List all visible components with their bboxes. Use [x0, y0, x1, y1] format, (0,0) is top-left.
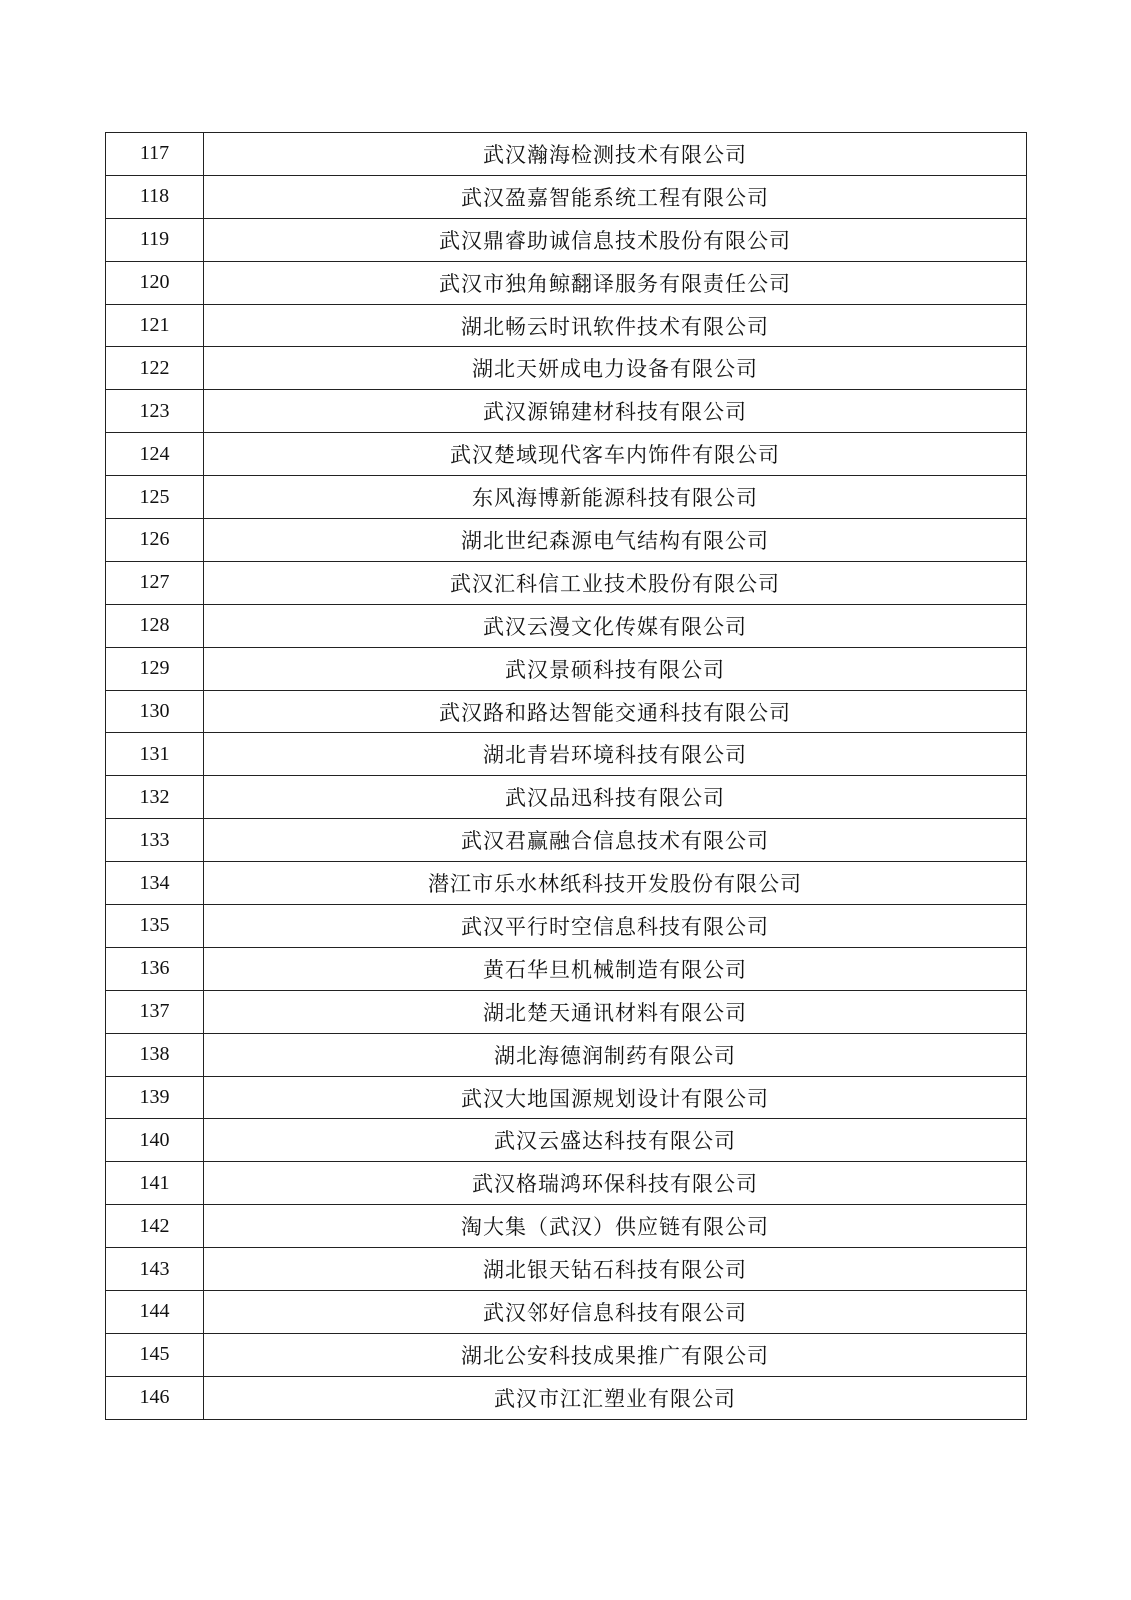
company-name: 武汉市独角鲸翻译服务有限责任公司 — [204, 261, 1027, 304]
table-row — [106, 476, 1027, 519]
table-row — [106, 1119, 1027, 1162]
row-number: 124 — [106, 433, 204, 476]
row-number: 123 — [106, 390, 204, 433]
table-row — [106, 776, 1027, 819]
company-name: 武汉云盛达科技有限公司 — [204, 1119, 1027, 1162]
company-name: 武汉市江汇塑业有限公司 — [204, 1376, 1027, 1419]
row-number: 137 — [106, 990, 204, 1033]
row-number: 131 — [106, 733, 204, 776]
table-row — [106, 1333, 1027, 1376]
company-name: 湖北天妍成电力设备有限公司 — [204, 347, 1027, 390]
row-number: 144 — [106, 1291, 204, 1334]
row-number: 126 — [106, 519, 204, 562]
table-row — [106, 990, 1027, 1033]
company-name: 淘大集（武汉）供应链有限公司 — [204, 1205, 1027, 1248]
company-name: 湖北楚天通讯材料有限公司 — [204, 990, 1027, 1033]
row-number: 139 — [106, 1076, 204, 1119]
company-name: 武汉路和路达智能交通科技有限公司 — [204, 690, 1027, 733]
row-number: 146 — [106, 1376, 204, 1419]
table-row — [106, 1248, 1027, 1291]
row-number: 142 — [106, 1205, 204, 1248]
company-name: 武汉品迅科技有限公司 — [204, 776, 1027, 819]
row-number: 132 — [106, 776, 204, 819]
table-row — [106, 218, 1027, 261]
row-number: 118 — [106, 175, 204, 218]
row-number: 140 — [106, 1119, 204, 1162]
table-row — [106, 862, 1027, 905]
table-row — [106, 819, 1027, 862]
row-number: 122 — [106, 347, 204, 390]
company-name: 武汉楚域现代客车内饰件有限公司 — [204, 433, 1027, 476]
table-row — [106, 390, 1027, 433]
table-row — [106, 261, 1027, 304]
row-number: 136 — [106, 947, 204, 990]
table-row — [106, 519, 1027, 562]
company-name: 湖北海德润制药有限公司 — [204, 1033, 1027, 1076]
table-row — [106, 433, 1027, 476]
row-number: 128 — [106, 604, 204, 647]
company-name: 武汉鼎睿助诚信息技术股份有限公司 — [204, 218, 1027, 261]
company-name: 武汉景硕科技有限公司 — [204, 647, 1027, 690]
company-name: 武汉格瑞鸿环保科技有限公司 — [204, 1162, 1027, 1205]
row-number: 130 — [106, 690, 204, 733]
row-number: 145 — [106, 1333, 204, 1376]
company-name: 武汉邻好信息科技有限公司 — [204, 1291, 1027, 1334]
row-number: 125 — [106, 476, 204, 519]
company-list-body — [106, 133, 1027, 1420]
company-name: 东风海博新能源科技有限公司 — [204, 476, 1027, 519]
row-number: 135 — [106, 905, 204, 948]
row-number: 117 — [106, 133, 204, 176]
company-name: 黄石华旦机械制造有限公司 — [204, 947, 1027, 990]
company-name: 武汉云漫文化传媒有限公司 — [204, 604, 1027, 647]
row-number: 127 — [106, 561, 204, 604]
company-name: 潜江市乐水林纸科技开发股份有限公司 — [204, 862, 1027, 905]
company-name: 湖北世纪森源电气结构有限公司 — [204, 519, 1027, 562]
table-row — [106, 1205, 1027, 1248]
table-row — [106, 690, 1027, 733]
table-row — [106, 1076, 1027, 1119]
company-name: 湖北银天钻石科技有限公司 — [204, 1248, 1027, 1291]
row-number: 138 — [106, 1033, 204, 1076]
company-name: 湖北青岩环境科技有限公司 — [204, 733, 1027, 776]
table-row — [106, 604, 1027, 647]
table-row — [106, 947, 1027, 990]
table-row — [106, 133, 1027, 176]
company-name: 武汉平行时空信息科技有限公司 — [204, 905, 1027, 948]
table-row — [106, 561, 1027, 604]
row-number: 143 — [106, 1248, 204, 1291]
row-number: 141 — [106, 1162, 204, 1205]
row-number: 120 — [106, 261, 204, 304]
table-row — [106, 733, 1027, 776]
company-name: 武汉源锦建材科技有限公司 — [204, 390, 1027, 433]
company-name: 武汉君赢融合信息技术有限公司 — [204, 819, 1027, 862]
company-name: 武汉盈嘉智能系统工程有限公司 — [204, 175, 1027, 218]
row-number: 133 — [106, 819, 204, 862]
row-number: 129 — [106, 647, 204, 690]
company-name: 武汉汇科信工业技术股份有限公司 — [204, 561, 1027, 604]
company-name: 湖北畅云时讯软件技术有限公司 — [204, 304, 1027, 347]
row-number: 121 — [106, 304, 204, 347]
company-list-table — [105, 132, 1027, 1420]
company-name: 湖北公安科技成果推广有限公司 — [204, 1333, 1027, 1376]
table-row — [106, 1162, 1027, 1205]
company-name: 武汉瀚海检测技术有限公司 — [204, 133, 1027, 176]
table-row — [106, 347, 1027, 390]
row-number: 119 — [106, 218, 204, 261]
table-row — [106, 647, 1027, 690]
company-name: 武汉大地国源规划设计有限公司 — [204, 1076, 1027, 1119]
table-row — [106, 175, 1027, 218]
table-row — [106, 1291, 1027, 1334]
table-row — [106, 905, 1027, 948]
table-row — [106, 1376, 1027, 1419]
table-row — [106, 1033, 1027, 1076]
row-number: 134 — [106, 862, 204, 905]
table-row — [106, 304, 1027, 347]
